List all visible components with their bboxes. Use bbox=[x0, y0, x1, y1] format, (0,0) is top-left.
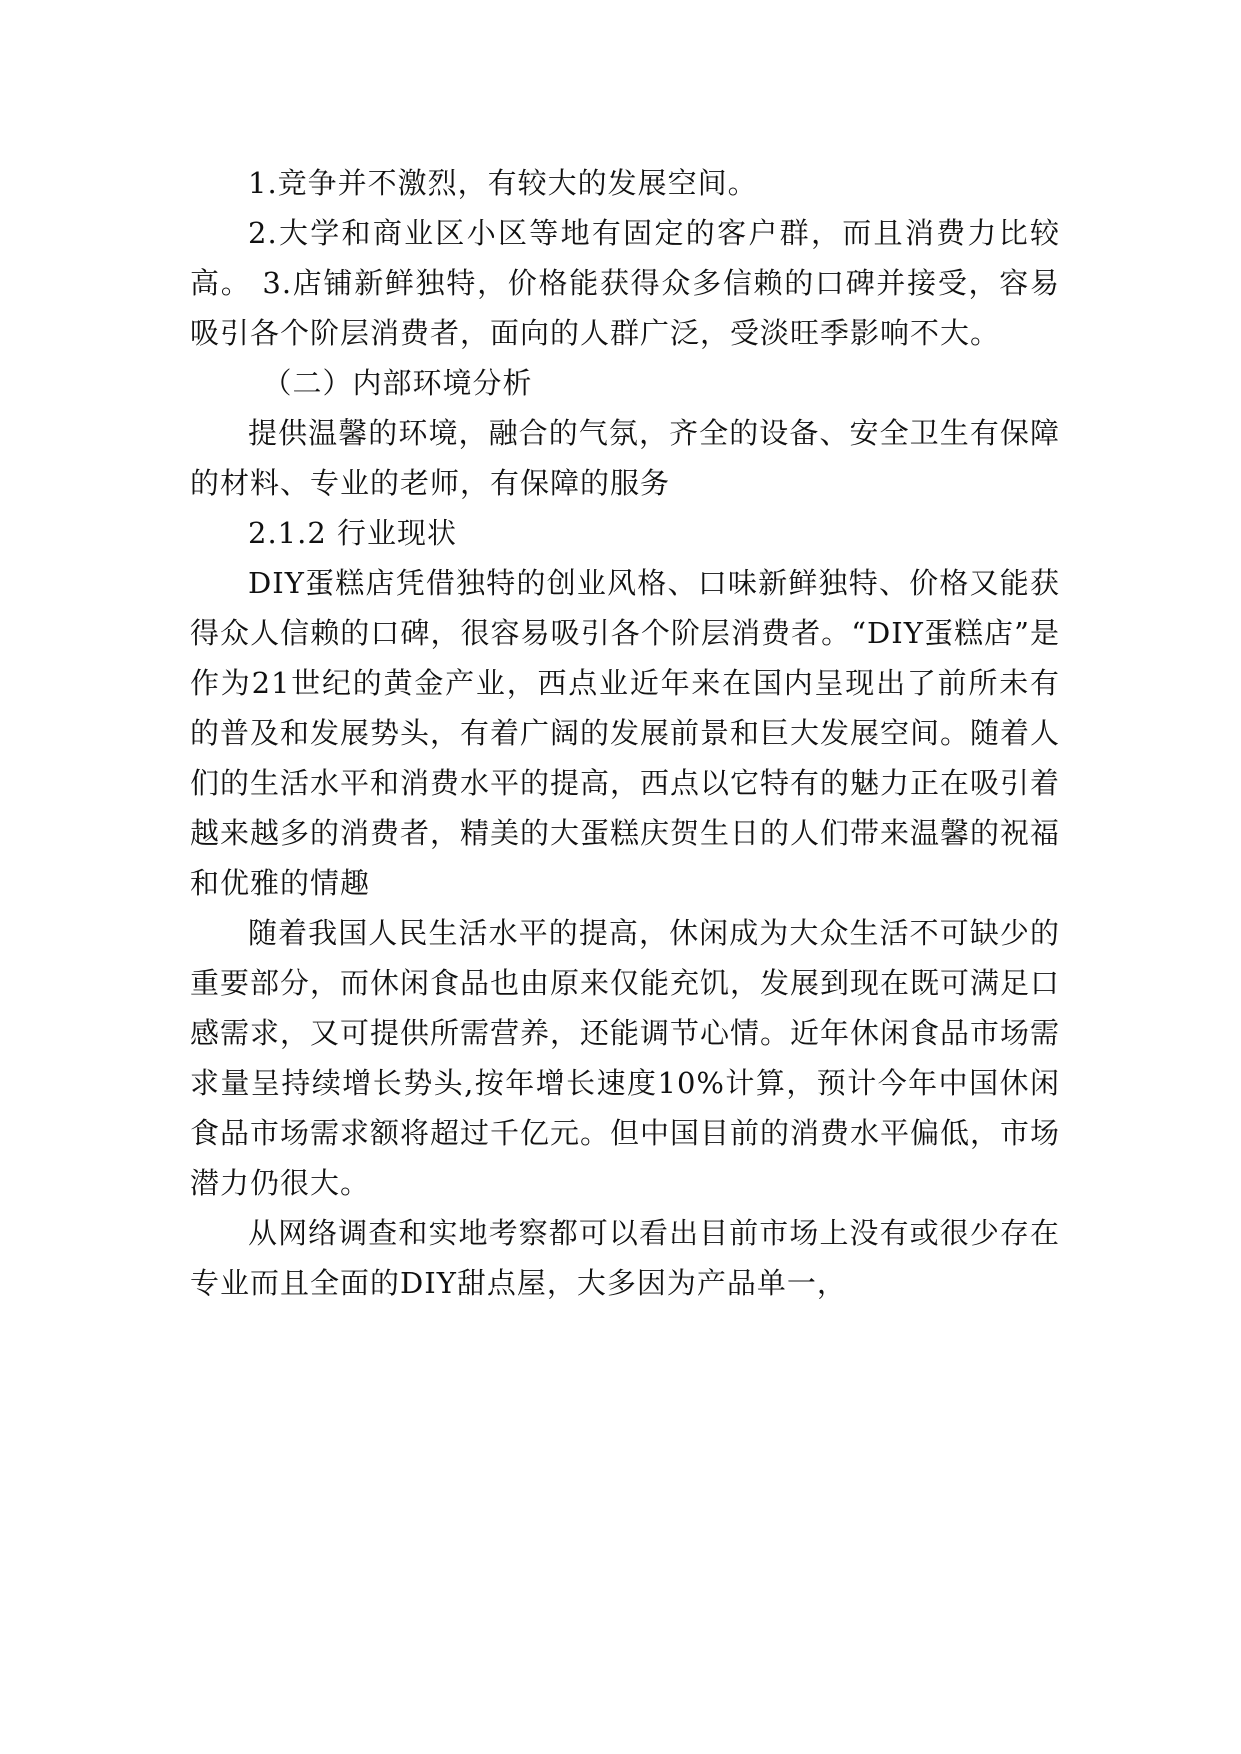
paragraph-industry-status: DIY蛋糕店凭借独特的创业风格、口味新鲜独特、价格又能获得众人信赖的口碑，很容易吸引各个阶层消费者。“DIY蛋糕店”是作为21世纪的黄金产业，西点业近年来在国内呈现出了前所未有的普及和发展势头，有着广阔的发展前景和巨大发展空间。随着人们的生活水平和消费水平的提高，西点以它特有的魅力正在吸引着越来越多的消费者，精美的大蛋糕庆贺生日的人们带来温馨的祝福和优雅的情趣 bbox=[190, 566, 1061, 900]
paragraph-competition: 1.竞争并不激烈，有较大的发展空间。 bbox=[248, 166, 758, 200]
document-page bbox=[190, 158, 1060, 1308]
paragraph-market-survey: 从网络调查和实地考察都可以看出目前市场上没有或很少存在专业而且全面的DIY甜点屋，大多因为产品单一， bbox=[190, 1216, 1060, 1300]
paragraph-snack-market: 随着我国人民生活水平的提高，休闲成为大众生活不可缺少的重要部分，而休闲食品也由原来仅能充饥，发展到现在既可满足口感需求，又可提供所需营养，还能调节心情。近年休闲食品市场需求量呈持续增长势头,按年增长速度10%计算，预计今年中国休闲食品市场需求额将超过千亿元。但中国目前的消费水平偏低，市场潜力仍很大。 bbox=[190, 916, 1061, 1200]
paragraph-internal-environment: 提供温馨的环境，融合的气氛，齐全的设备、安全卫生有保障的材料、专业的老师，有保障的服务 bbox=[190, 416, 1060, 500]
section-heading-internal-environment: （二）内部环境分析 bbox=[262, 366, 533, 400]
section-heading-industry-status: 2.1.2 行业现状 bbox=[248, 516, 458, 550]
paragraph-customer-base: 2.大学和商业区小区等地有固定的客户群，而且消费力比较高。 3.店铺新鲜独特，价格能获得众多信赖的口碑并接受，容易吸引各个阶层消费者，面向的人群广泛，受淡旺季影响不大。 bbox=[190, 216, 1060, 350]
